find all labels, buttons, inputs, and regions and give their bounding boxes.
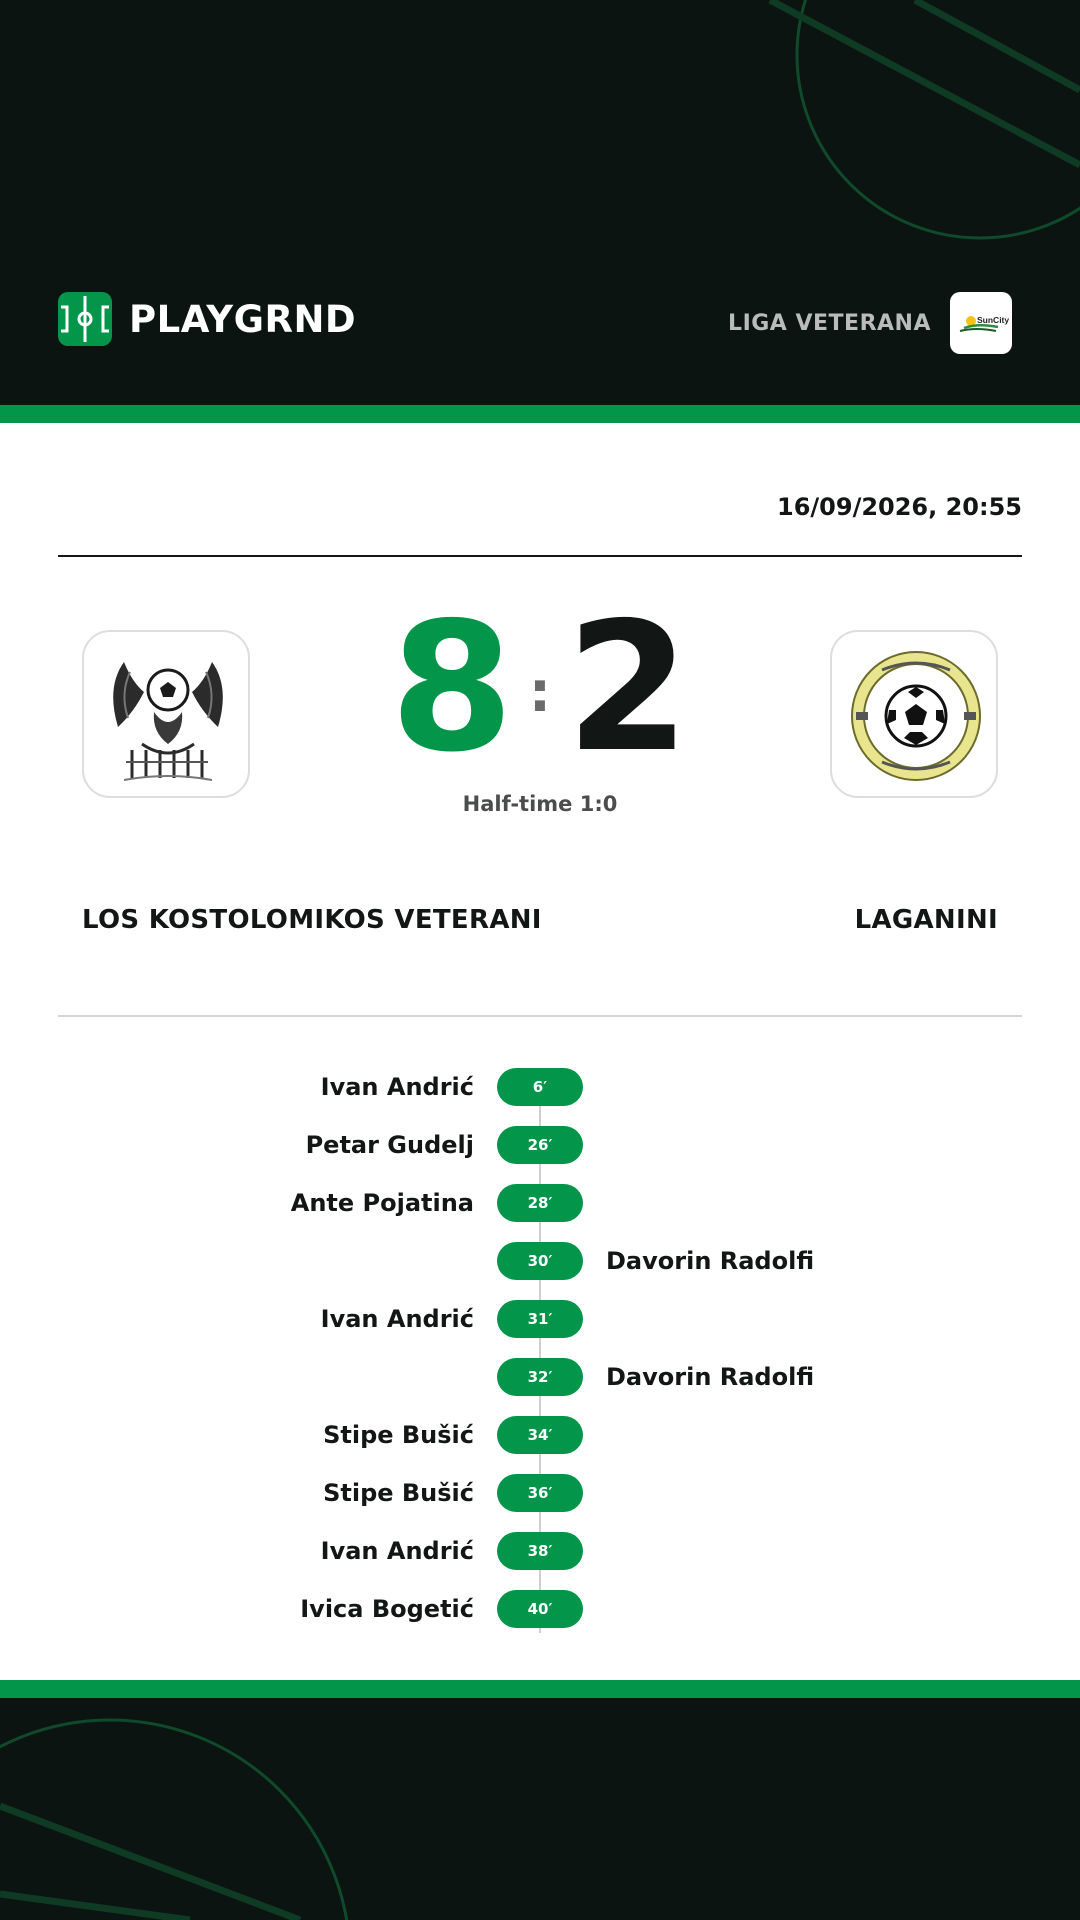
accent-stripe-top	[0, 405, 1080, 423]
goal-timeline	[0, 1068, 1080, 1638]
goal-scorer: Petar Gudelj	[305, 1131, 474, 1159]
minute-badge: 26′	[497, 1126, 583, 1164]
minute-badge: 28′	[497, 1184, 583, 1222]
goal-scorer: Stipe Bušić	[323, 1479, 474, 1507]
goal-event	[0, 1358, 1080, 1396]
brand	[58, 292, 356, 346]
goal-event	[0, 1474, 1080, 1512]
goal-scorer: Davorin Radolfi	[606, 1363, 815, 1391]
minute-badge: 32′	[497, 1358, 583, 1396]
divider	[58, 1015, 1022, 1017]
footer	[0, 1698, 1080, 1920]
football-crest-icon	[832, 632, 998, 798]
minute-badge: 30′	[497, 1242, 583, 1280]
minute-badge: 6′	[497, 1068, 583, 1106]
goal-scorer: Ante Pojatina	[290, 1189, 474, 1217]
score-separator: :	[528, 660, 552, 725]
league	[728, 292, 1012, 354]
goal-event	[0, 1242, 1080, 1280]
goal-event	[0, 1416, 1080, 1454]
goal-event	[0, 1184, 1080, 1222]
minute-badge: 36′	[497, 1474, 583, 1512]
goal-scorer: Stipe Bušić	[323, 1421, 474, 1449]
minute-badge: 40′	[497, 1590, 583, 1628]
eagle-crest-icon	[84, 632, 250, 798]
scoreboard	[390, 584, 690, 791]
goal-event	[0, 1126, 1080, 1164]
goal-event	[0, 1532, 1080, 1570]
goal-event	[0, 1300, 1080, 1338]
away-team-name: LAGANINI	[854, 905, 998, 935]
accent-stripe-bottom	[0, 1680, 1080, 1698]
halftime-score: Half-time 1:0	[462, 792, 618, 816]
minute-badge: 38′	[497, 1532, 583, 1570]
goal-scorer: Ivan Andrić	[320, 1305, 474, 1333]
header	[0, 0, 1080, 405]
pitch-logo-icon	[58, 292, 112, 346]
goal-scorer: Ivica Bogetić	[300, 1595, 474, 1623]
goal-scorer: Davorin Radolfi	[606, 1247, 815, 1275]
sponsor-logo-icon	[950, 292, 1012, 354]
match-content	[0, 423, 1080, 1680]
brand-name: PLAYGRND	[129, 297, 357, 341]
match-datetime: 16/09/2026, 20:55	[777, 493, 1022, 521]
away-team-logo	[830, 630, 998, 798]
goal-scorer: Ivan Andrić	[320, 1537, 474, 1565]
league-name: LIGA VETERANA	[728, 310, 931, 336]
minute-badge: 31′	[497, 1300, 583, 1338]
sponsor-logo-text: SunCity	[977, 315, 1010, 325]
goal-scorer: Ivan Andrić	[320, 1073, 474, 1101]
pitch-decoration	[0, 1698, 1080, 1920]
divider	[58, 555, 1022, 557]
away-score: 2	[566, 584, 690, 791]
goal-event	[0, 1068, 1080, 1106]
home-score: 8	[390, 584, 514, 791]
minute-badge: 34′	[497, 1416, 583, 1454]
home-team-name: LOS KOSTOLOMIKOS VETERANI	[82, 905, 542, 935]
home-team-logo	[82, 630, 250, 798]
goal-event	[0, 1590, 1080, 1628]
